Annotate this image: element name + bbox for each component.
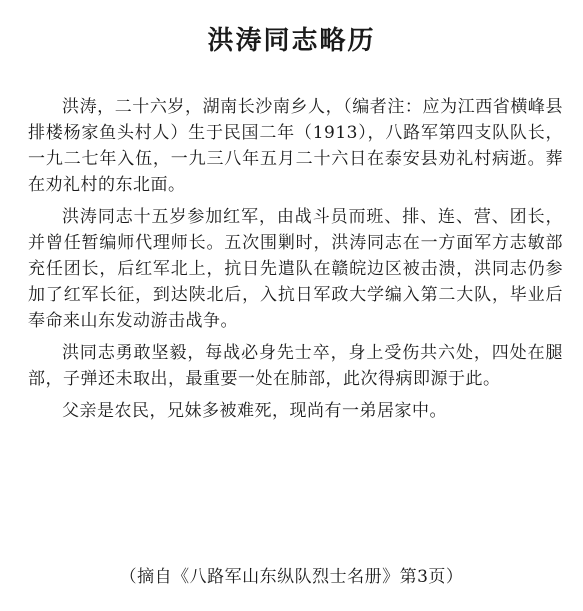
paragraph-injuries: 洪同志勇敢坚毅，每战必身先士卒，身上受伤共六处，四处在腿部，子弹还未取出，最重要一处在肺部，此次得病即源于此。 [28, 343, 563, 389]
paragraph-family: 父亲是农民，兄妹多被难死，现尚有一弟居家中。 [62, 401, 447, 421]
paragraph-biography: 洪涛，二十六岁，湖南长沙南乡人，（编者注：应为江西省横峰县排楼杨家鱼头村人）生于民国二年（1913），八路军第四支队队长，一九二七年入伍，一九三八年五月二十六日在泰安县劝礼村病逝。葬在劝礼村的东北面。 [28, 97, 563, 195]
source-citation: （摘自《八路军山东纵队烈士名册》第3页） [119, 567, 464, 587]
page-title: 洪涛同志略历 [207, 26, 376, 56]
paragraph-military-career: 洪涛同志十五岁参加红军，由战斗员而班、排、连、营、团长，并曾任暂编师代理师长。五次围剿时，洪涛同志在一方面军方志敏部充任团长，后红军北上，抗日先遣队在赣皖边区被击溃，洪同志仍参加了红军长征，到达陕北后，入抗日军政大学编入第二大队，毕业后奉命来山东发动游击战争。 [28, 207, 563, 331]
document-body [28, 94, 563, 430]
